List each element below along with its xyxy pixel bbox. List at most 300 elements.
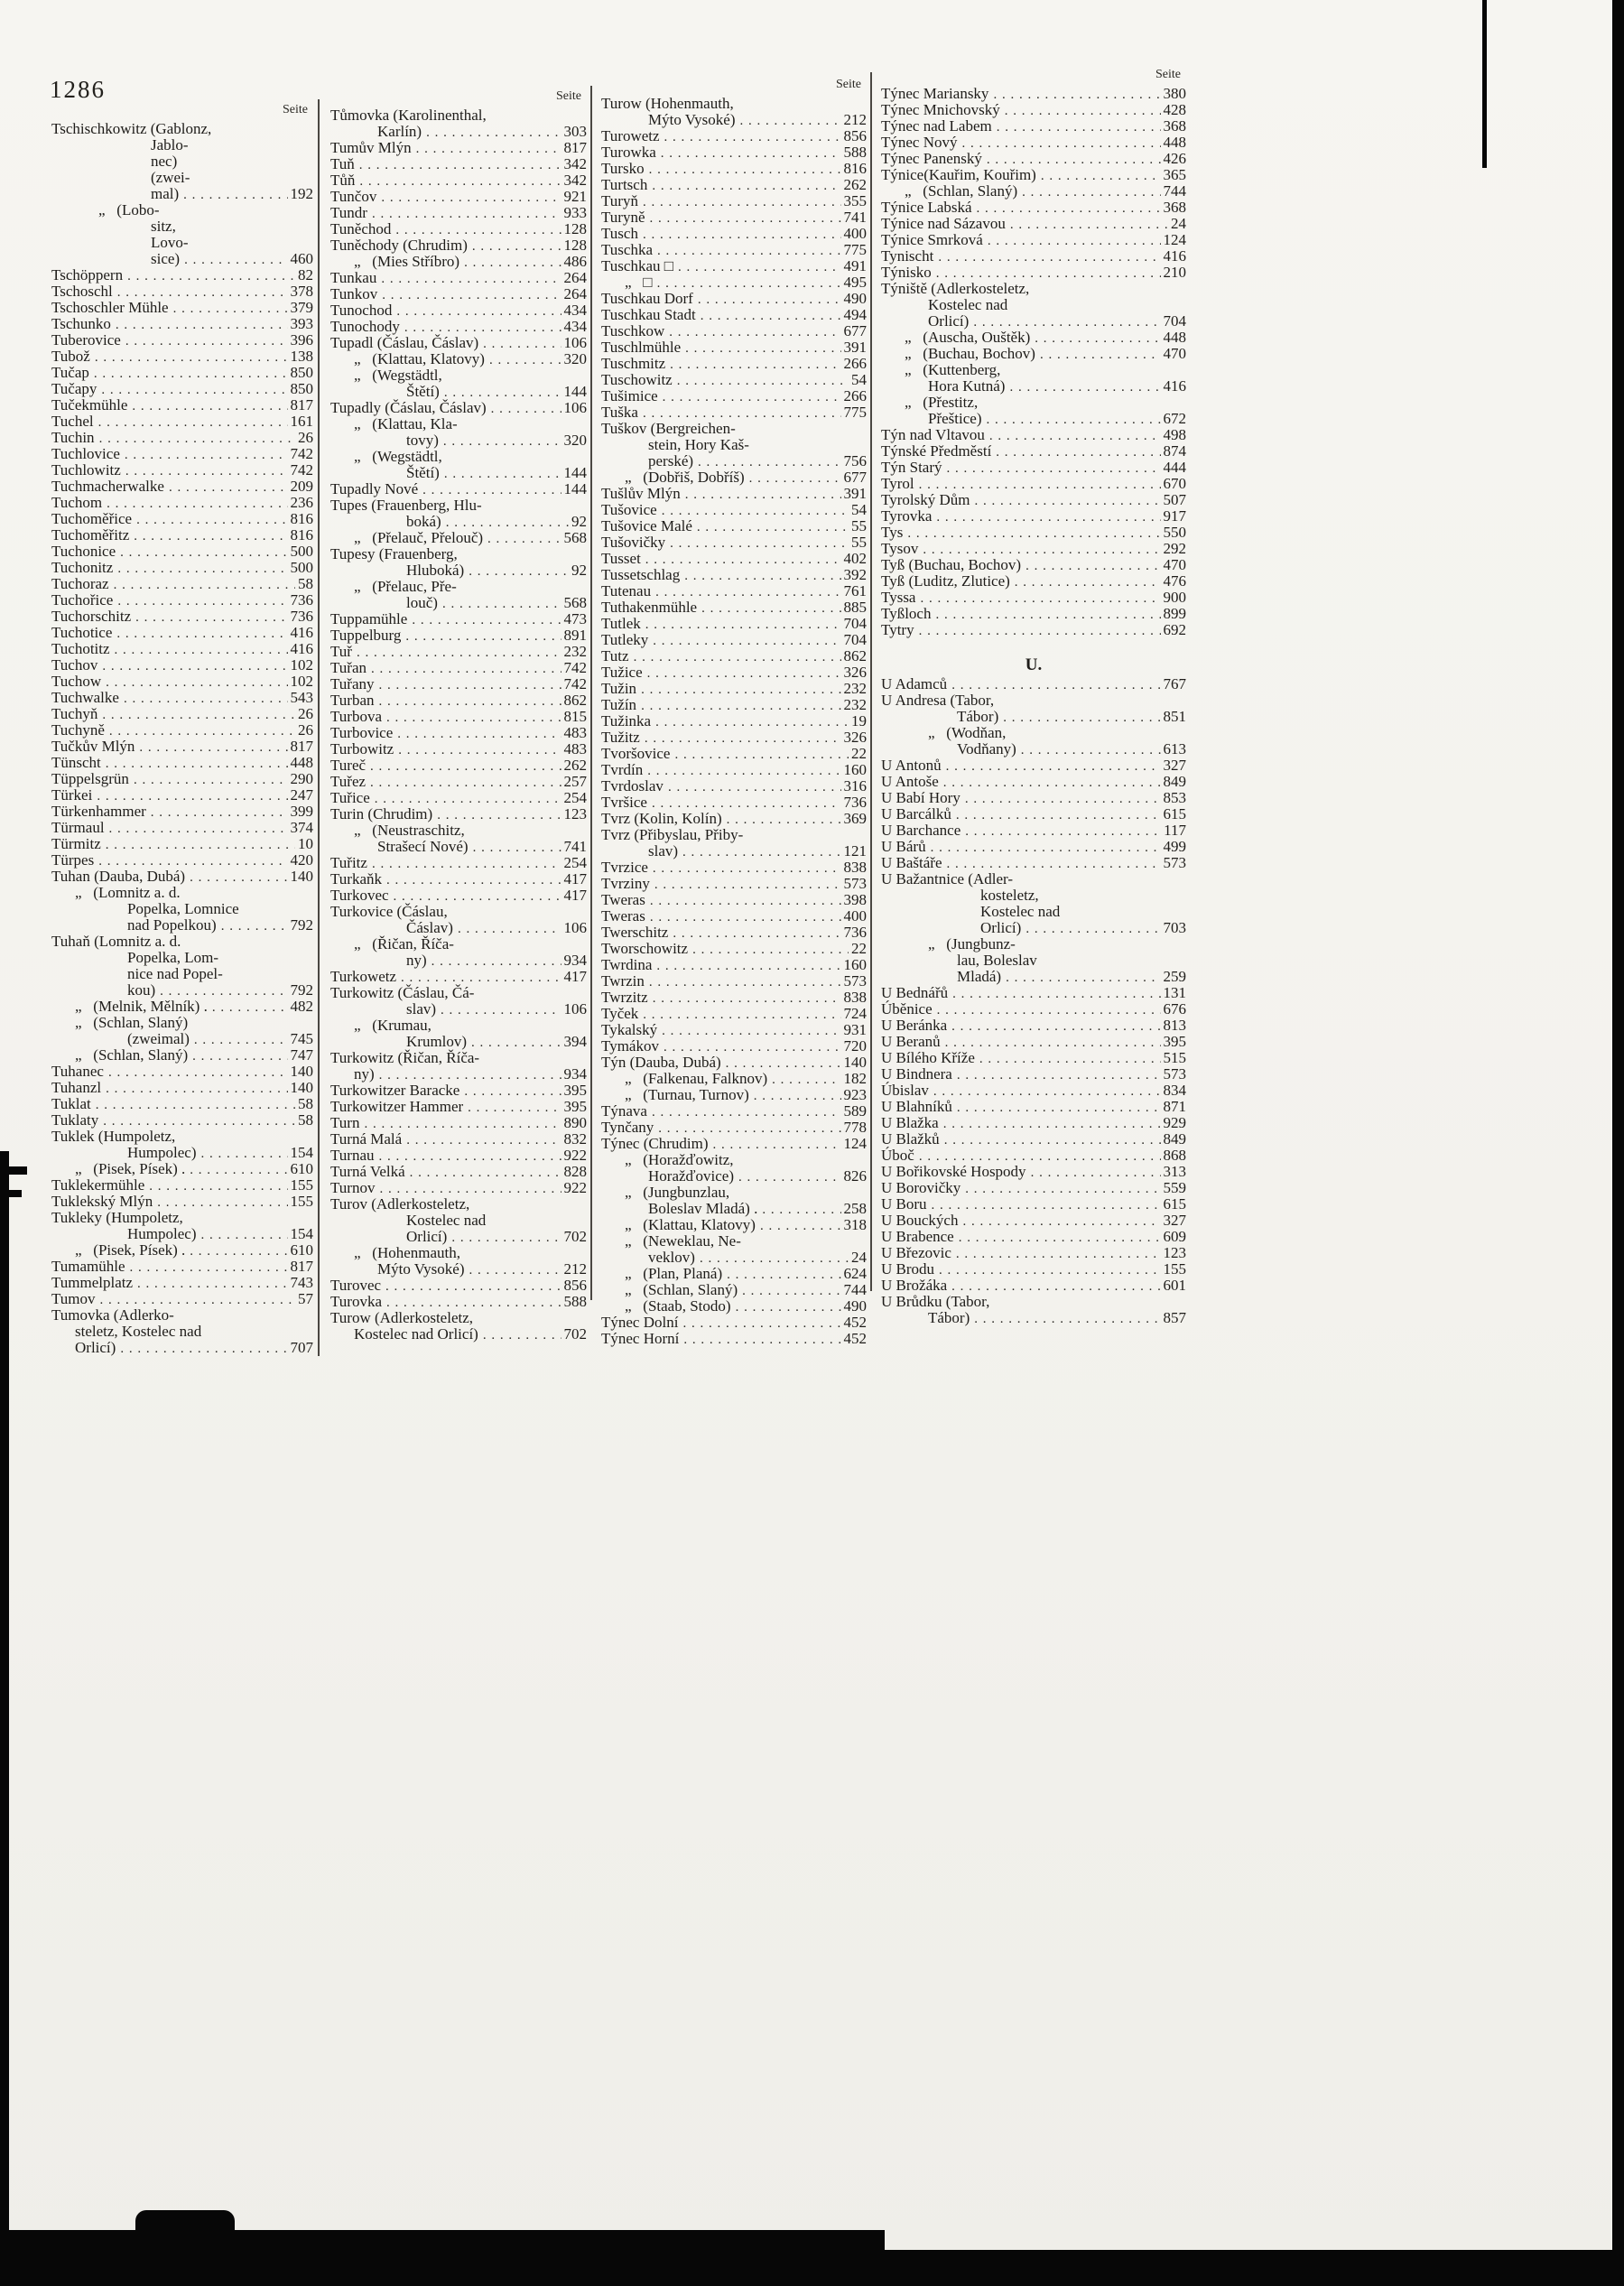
entry-page-number: 369 [843,810,867,827]
dot-leader [212,999,288,1016]
entry-text: Orlicí) [75,1339,116,1356]
entry-page-number: 313 [1163,1163,1186,1180]
entry-text: Přeštice) [928,410,982,427]
entry-text: Tyß (Buchau, Bochov) [881,556,1022,573]
entry-text: „ (Přelauc, Pře- [354,578,457,595]
entry-page-number: 292 [1163,540,1186,557]
dot-leader [974,1310,1160,1327]
entry-page-number: 448 [290,754,313,771]
dot-leader [663,388,841,405]
dot-leader [173,300,288,317]
entry-page-number: 398 [843,891,867,908]
entry-page-number: 672 [1163,410,1186,427]
entry-text: Tynčany [601,1119,654,1136]
index-entry-line [601,356,867,372]
entry-text: stein, Hory Kaš- [648,436,749,453]
index-entry-line [601,1103,867,1120]
entry-text: Tuhaň (Lomnitz a. d. [51,933,181,950]
index-entry-line [330,985,587,1001]
entry-page-number: 857 [1163,1309,1186,1326]
entry-page-number: 55 [851,517,867,534]
entry-text: Twrzin [601,972,645,990]
dot-leader [939,1261,1160,1278]
entry-text: Turovka [330,1293,382,1310]
entry-text: kosteletz, [980,887,1039,904]
entry-text: Tuchorschitz [51,608,132,625]
dot-leader [385,1278,561,1295]
entry-text: Turkowitz (Řičan, Říča- [330,1049,480,1066]
dot-leader [674,746,849,763]
entry-page-number: 417 [563,870,587,887]
entry-page-number: 792 [290,981,313,999]
entry-text: „ (Krumau, [354,1017,432,1034]
dot-leader [772,1071,840,1088]
entry-page-number: 58 [298,575,313,592]
entry-text: perské) [648,452,694,469]
scan-edge-artifact [867,2250,1624,2286]
entry-page-number: 745 [290,1030,313,1047]
entry-text: Twrzitz [601,989,648,1006]
entry-page-number: 155 [1163,1260,1186,1278]
entry-page-number: 483 [563,740,587,757]
entry-text: Tužín [601,696,637,713]
index-entry-line [51,722,313,739]
dot-leader [643,226,841,243]
entry-text: Tušimice [601,387,658,404]
index-entry-line [601,1282,867,1298]
entry-text: „ (Klattau, Kla- [354,415,458,432]
index-entry-line [881,1310,1186,1326]
index-entry-line [601,681,867,697]
dot-leader [109,820,288,837]
entry-text: „ (Jungbunz- [928,935,1016,952]
entry-page-number: 320 [563,350,587,367]
entry-text: Tuschkau Dorf [601,290,693,307]
index-entry-line [330,319,587,335]
entry-text: Tvrzice [601,859,648,876]
entry-text: Turbowitz [330,740,394,757]
index-entry-line [51,283,313,300]
entry-page-number: 392 [843,566,867,583]
entry-page-number: 391 [843,485,867,502]
entry-page-number: 853 [1163,789,1186,806]
index-entry-line [330,400,587,416]
entry-page-number: 209 [290,478,313,495]
index-entry-line [51,787,313,804]
dot-leader [1041,167,1161,184]
index-entry-line [601,502,867,518]
index-entry-line [51,1210,313,1226]
entry-text: Tuchotice [51,624,113,641]
entry-text: „ (Klattau, Klatovy) [354,350,485,367]
entry-text: Boleslav Mladá) . [648,1200,758,1217]
index-entry-line [881,757,1186,774]
entry-page-number: 391 [843,339,867,356]
entry-text: Lovo- [151,234,189,251]
entry-text: Tuschka [601,241,653,258]
index-entry-line [330,156,587,172]
dot-leader [965,1180,1160,1197]
index-entry-line [330,1066,587,1083]
entry-text: Tužin [601,680,637,697]
dot-leader [379,676,561,693]
dot-leader [106,755,288,772]
dot-leader [116,316,288,333]
dot-leader [931,839,1161,856]
index-entry-line [881,887,1186,904]
entry-page-number: 26 [298,721,313,739]
dot-leader [664,128,841,145]
index-entry-line [601,1071,867,1087]
entry-text: Turow (Adlerkosteletz, [330,1309,474,1326]
entry-page-number: 736 [290,608,313,625]
entry-text: Tůmovka (Karolinenthal, [330,107,487,124]
index-entry-line [881,1050,1186,1066]
index-entry-line [330,1326,587,1343]
index-entry-line [51,251,313,267]
seite-header: Seite [1155,68,1181,81]
dot-leader [386,871,561,888]
index-entry-line [51,1161,313,1177]
entry-page-number: 868 [1163,1147,1186,1164]
entry-text: Tušovice Malé [601,517,692,534]
entry-page-number: 140 [290,868,313,885]
index-entry-line [601,437,867,453]
index-entry-line [330,416,587,432]
entry-text: Tuklaty [51,1111,99,1129]
dot-leader [106,1080,287,1097]
entry-text: Turyně [601,209,645,226]
entry-page-number: 850 [290,380,313,397]
entry-text: Týn (Dauba, Dubá) [601,1054,721,1071]
index-entry-line [51,771,313,787]
entry-text: louč) [406,594,438,611]
entry-page-number: 320 [563,432,587,449]
index-entry-line [601,811,867,827]
entry-text: Humpolec) [127,1225,197,1242]
entry-page-number: 923 [843,1086,867,1103]
entry-text: „ (Turnau, Turnov) [625,1086,749,1103]
entry-text: U Bindnera [881,1065,952,1083]
index-entry-line [51,348,313,365]
dot-leader [117,560,287,577]
index-entry-line [881,855,1186,871]
entry-page-number: 257 [563,773,587,790]
index-entry-line [601,144,867,161]
index-entry-line [330,887,587,904]
index-entry-line [51,982,313,999]
dot-leader [473,839,561,856]
index-entry-line [51,641,313,657]
column-divider [870,72,872,1291]
entry-text: Tučapy [51,380,97,397]
index-entry-line [51,1307,313,1324]
index-entry-line [330,530,587,546]
dot-leader [754,1087,841,1104]
dot-leader [109,722,295,739]
dot-leader [682,843,840,860]
entry-text: „ (Wodňan, [928,724,1007,741]
entry-page-number: 742 [290,461,313,479]
index-entry-line [330,172,587,189]
dot-leader [372,205,561,222]
entry-text: Tuppamühle [330,610,408,627]
index-entry-line [601,925,867,941]
entry-text: Tyrovka [881,507,933,525]
index-entry-line [601,713,867,729]
scan-edge-artifact [135,2210,235,2237]
index-entry-line [330,1099,587,1115]
index-entry-line [601,762,867,778]
entry-page-number: 613 [1163,740,1186,757]
entry-text: Tutleky [601,631,649,648]
entry-page-number: 303 [563,123,587,140]
index-entry-line [330,1018,587,1034]
entry-page-number: 494 [843,306,867,323]
entry-page-number: 744 [843,1281,867,1298]
index-entry-line [601,1152,867,1168]
index-entry-line [881,525,1186,541]
dot-leader [1010,216,1168,233]
entry-page-number: 922 [563,1179,587,1196]
index-entry-line [330,384,587,400]
dot-leader [406,1131,561,1148]
seite-header: Seite [556,89,581,103]
index-entry-line [881,1083,1186,1099]
index-entry-line [330,839,587,855]
entry-page-number: 817 [563,139,587,156]
dot-leader [469,562,569,580]
index-entry-line [51,609,313,625]
entry-page-number: 106 [563,1000,587,1018]
entry-page-number: 610 [290,1241,313,1259]
dot-leader [120,1340,287,1357]
entry-text: Tuschmitz [601,355,666,372]
entry-text: Tuklat [51,1095,91,1112]
seite-header: Seite [836,78,861,91]
dot-leader [643,1006,840,1023]
entry-text: Úběnice [881,1000,933,1018]
index-entry-line [881,606,1186,622]
index-entry-line [881,86,1186,102]
dot-leader [661,144,841,162]
entry-page-number: 58 [298,1095,313,1112]
entry-page-number: 816 [290,510,313,527]
entry-text: Vodňany) [957,740,1016,757]
dot-leader [169,479,288,496]
dot-leader [670,534,849,552]
dot-leader [370,757,561,775]
index-entry-line [51,430,313,446]
index-entry-line [330,562,587,579]
dot-leader [740,112,841,129]
entry-page-number: 124 [1163,231,1186,248]
entry-text: Týnské Předměstí [881,442,992,460]
index-entry-line [601,1217,867,1233]
index-entry-line [881,774,1186,790]
index-entry-line [51,1275,313,1291]
entry-text: Tyček [601,1005,639,1022]
index-entry-line [51,625,313,641]
index-entry-line [601,1233,867,1250]
entry-text: Tučap [51,364,89,381]
entry-text: Tyrol [881,475,914,492]
index-entry-line [881,1066,1186,1083]
scan-edge-artifact [1612,0,1624,2286]
entry-text: Tysov [881,540,919,557]
entry-page-number: 124 [843,1135,867,1152]
entry-text: Tvrziny [601,875,650,892]
entry-text: Týnice Labská [881,199,972,216]
entry-page-number: 212 [843,111,867,128]
entry-page-number: 931 [843,1021,867,1038]
entry-page-number: 573 [1163,1065,1186,1083]
dot-leader [1040,346,1161,363]
entry-text: Tumamühle [51,1258,125,1275]
dot-leader [95,348,288,366]
entry-text: Tüppelsgrün [51,770,129,787]
entry-text: „ (Staab, Stodo) [625,1297,731,1315]
index-entry-line [601,957,867,973]
index-entry-line [330,1261,587,1278]
entry-page-number: 155 [290,1193,313,1210]
entry-text: „ □ [625,274,653,291]
dot-leader [221,917,288,934]
entry-page-number: 507 [1163,491,1186,508]
dot-leader [134,771,288,788]
index-entry-line [51,999,313,1015]
index-entry-line [881,1213,1186,1229]
index-entry-line [51,381,313,397]
index-entry-line [51,1112,313,1129]
index-entry-line [881,790,1186,806]
dot-leader [935,606,1160,623]
index-entry-line [51,316,313,332]
index-entry-line [330,237,587,254]
dot-leader [442,595,561,612]
index-entry-line [601,453,867,469]
index-entry-line [601,941,867,957]
index-entry-line [601,291,867,307]
entry-page-number: 610 [290,1160,313,1177]
index-entry-line [51,706,313,722]
entry-page-number: 568 [563,529,587,546]
index-entry-line [51,836,313,852]
index-entry-line [330,904,587,920]
entry-text: Tvrdín [601,761,644,778]
entry-text: mal) [151,185,180,202]
entry-text: Turow (Hohenmauth, [601,95,734,112]
entry-page-number: 826 [843,1167,867,1185]
dot-leader [652,1103,841,1120]
index-entry-line [881,741,1186,757]
dot-leader [996,443,1160,460]
index-entry-line [51,1340,313,1356]
entry-text: Tužice [601,664,643,681]
dot-leader [989,427,1161,444]
entry-page-number: 259 [1163,968,1186,985]
index-entry-line [601,778,867,795]
index-entry-line [51,950,313,966]
index-entry-line [601,193,867,209]
index-entry-line [881,969,1186,985]
dot-leader [943,774,1161,791]
dot-leader [936,508,1160,525]
entry-text: Tuřan [330,659,367,676]
entry-page-number: 82 [298,266,313,283]
dot-leader [656,957,840,974]
entry-text: Tušovičky [601,534,666,551]
index-entry-line [51,300,313,316]
entry-page-number: 402 [843,550,867,567]
index-entry-line [881,476,1186,492]
entry-text: Týniště (Adlerkosteletz, [881,280,1030,297]
index-entry-line [51,153,313,170]
dot-leader [653,860,841,877]
dot-leader [184,251,287,268]
index-entry-line [330,1294,587,1310]
dot-leader [657,242,841,259]
entry-text: U Bednářů [881,984,949,1001]
dot-leader [1015,573,1161,590]
entry-page-number: 767 [1163,675,1186,692]
entry-text: Tundr [330,204,367,221]
entry-page-number: 368 [1163,117,1186,135]
entry-text: „ (Řičan, Říča- [354,935,454,952]
entry-text: U Březovic [881,1244,951,1261]
index-entry-line [601,96,867,112]
index-entry-line [51,917,313,934]
entry-text: Tummelplatz [51,1274,134,1291]
entry-page-number: 816 [843,160,867,177]
dot-leader [114,576,295,593]
entry-page-number: 448 [1163,134,1186,151]
entry-page-number: 817 [290,1258,313,1275]
index-entry-line [330,497,587,514]
entry-text: Popelka, Lomnice [127,900,239,917]
entry-text: Týnec Dolní [601,1314,679,1331]
entry-text: Tužitz [601,729,640,746]
index-column [881,66,1186,1326]
index-entry-line [330,757,587,774]
index-entry-line [881,541,1186,557]
entry-text: U Bárů [881,838,926,855]
entry-text: Türkei [51,786,93,804]
entry-text: Turbova [330,708,382,725]
index-column [601,76,867,1347]
entry-page-number: 601 [1163,1277,1186,1294]
dot-leader [489,351,561,368]
entry-text: Turkaňk [330,870,382,887]
entry-text: Turná Velká [330,1163,405,1180]
entry-page-number: 761 [843,582,867,599]
index-entry-line [51,934,313,950]
index-entry-line [330,692,587,709]
entry-text: Tábor) [928,1309,970,1326]
index-entry-line [601,697,867,713]
entry-text: Kostelec nad [406,1212,487,1229]
entry-text: U Bažantnice (Adler- [881,870,1013,887]
index-entry-line [881,622,1186,638]
entry-text: „ (Přelauč, Přelouč) [354,529,484,546]
entry-page-number: 355 [843,192,867,209]
entry-text: Tuř [330,643,352,660]
dot-leader [379,1148,561,1165]
entry-text: Tumovka (Adlerko- [51,1306,174,1324]
entry-page-number: 140 [290,1079,313,1096]
entry-page-number: 615 [1163,805,1186,822]
entry-text: „ (Jungbunzlau, [625,1184,730,1201]
